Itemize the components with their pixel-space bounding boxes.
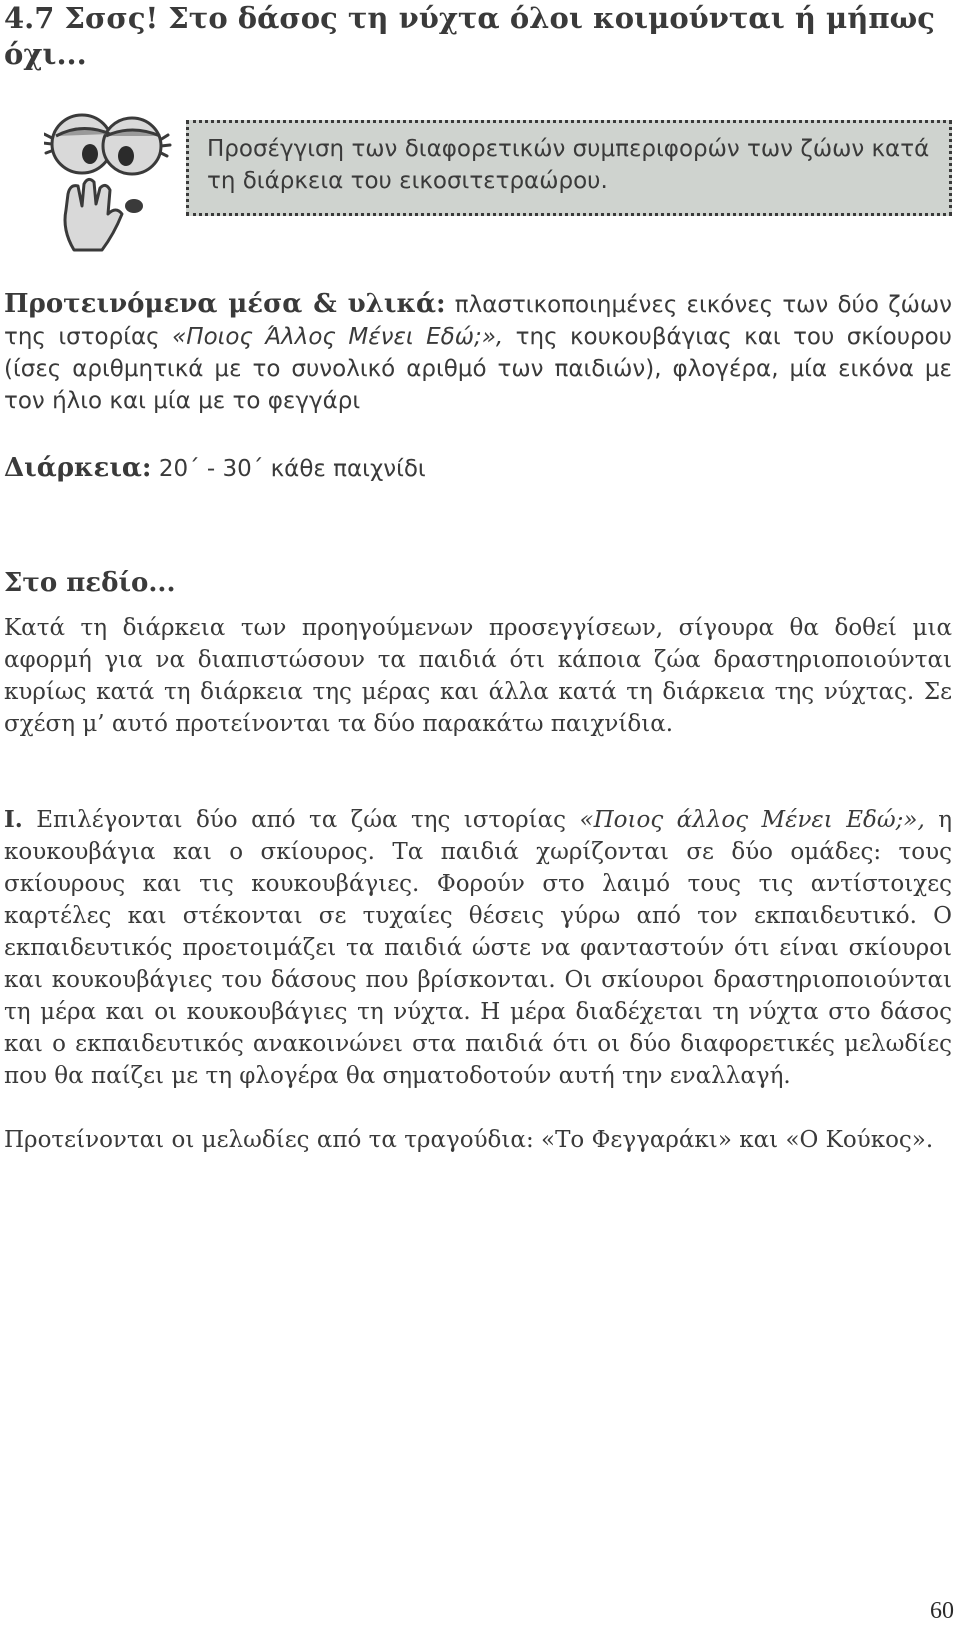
note-box: Προσέγγιση των διαφορετικών συμπεριφορών των ζώων κατά τη διάρκεια του εικοσιτετραώρου. xyxy=(186,120,952,216)
game-one-text: Επιλέγονται δύο από τα ζώα της ιστορίας xyxy=(22,807,580,833)
section-heading: 4.7 Σσσς! Στο δάσος τη νύχτα όλοι κοιμούνται ή μήπως όχι... xyxy=(4,1,935,71)
duration-label: Διάρκεια: xyxy=(4,453,152,483)
game-one-number: Ι. xyxy=(4,806,23,833)
songs-paragraph: Προτείνονται οι μελωδίες από τα τραγούδια: «Το Φεγγαράκι» και «Ο Κούκος». xyxy=(4,1127,934,1153)
materials-text-rest: της κουκουβάγιας και του σκίουρου (ίσες αριθμητικά με το συνολικό αριθμό των παιδιών), φλογέρα, μία εικόνα με τον ήλιο και μία με το φεγγάρι xyxy=(4,324,952,414)
duration-paragraph xyxy=(4,452,952,485)
intro-paragraph: Κατά τη διάρκεια των προηγούμενων προσεγγίσεων, σίγουρα θα δοθεί μια αφορμή για να διαπιστώσουν τα παιδιά ότι κάποια ζώα δραστηριοποιούνται κυρίως κατά τη διάρκεια της μέρας και άλλα κατά τη διάρκεια της νύχτας. Σε σχέση μ’ αυτό προτείνονται τα δύο παρακάτω παιχνίδια. xyxy=(4,615,952,737)
game-one-paragraph xyxy=(4,804,952,1092)
materials-story-title: «Ποιος Άλλος Μένει Εδώ;», xyxy=(172,324,504,350)
page-number: 60 xyxy=(930,1598,954,1624)
materials-paragraph xyxy=(4,288,952,417)
duration-text: 20΄ - 30΄ κάθε παιχνίδι xyxy=(151,456,426,482)
cartoon-eyes-hand-icon xyxy=(44,110,174,260)
game-one-text-rest: η κουκουβάγια και ο σκίουρος. Τα παιδιά χωρίζονται σε δύο ομάδες: τους σκίουρους και τις κουκουβάγιες. Φορούν στο λαιμό τους τις αντίστοιχες καρτέλες και στέκονται σε τυχαίες θέσεις γύρω από τον εκπαιδευτικό. Ο εκπαιδευτικός προετοιμάζει τα παιδιά ώστε να φανταστούν ότι είναι σκίουροι και κουκουβάγιες του δάσους που βρίσκονται. Οι σκίουροι δραστηριοποιούνται τη μέρα και οι κουκουβάγιες τη νύχτα. Η μέρα διαδέχεται τη νύχτα στο δάσος και ο εκπαιδευτικός ανακοινώνει στα παιδιά ότι οι δύο διαφορετικές μελωδίες που θα παίζει με τη φλογέρα θα σηματοδοτούν αυτή την εναλλαγή. xyxy=(4,807,952,1089)
game-one-story-title: «Ποιος άλλος Μένει Εδώ;», xyxy=(579,807,925,833)
field-heading: Στο πεδίο... xyxy=(4,568,176,598)
materials-label: Προτεινόμενα μέσα & υλικά: xyxy=(4,289,446,319)
materials-text: πλαστικοποιημένες εικόνες των δύο ζώων της ιστορίας xyxy=(4,292,952,350)
